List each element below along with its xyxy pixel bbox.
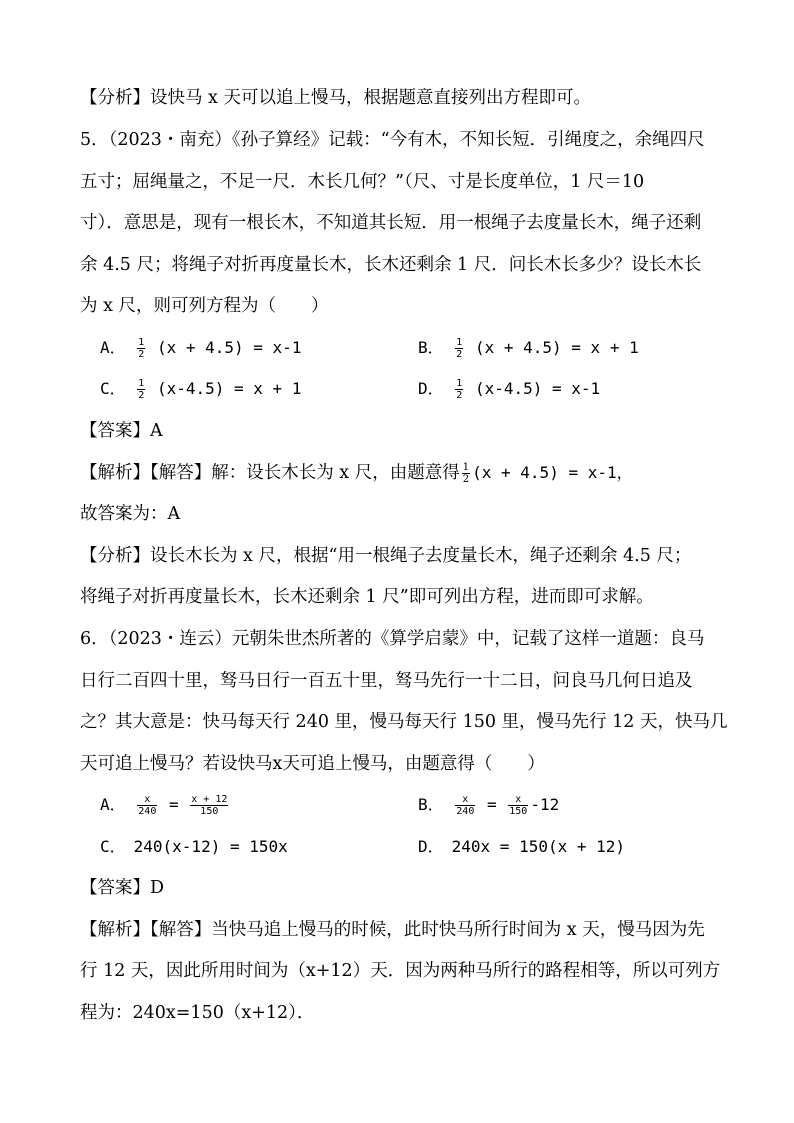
q5-stem-line-4: 余 4.5 尺；将绳子对折再度量长木，长木还剩余 1 尺．问长木长多少？设长木长: [80, 255, 702, 275]
q5-solution-expr: (x + 4.5) = x-1，: [472, 463, 633, 482]
q5-option-d: [418, 377, 600, 401]
q5-option-d-label: D．: [418, 379, 444, 398]
q6-option-a-label: A．: [100, 795, 126, 814]
q6-option-b: [418, 793, 559, 817]
q5-option-a-label: A．: [100, 338, 126, 357]
q6-stem-line-1: 6．（2023・连云）元朝朱世杰所著的《算学启蒙》中，记载了这样一道题：良马: [80, 629, 705, 649]
q5-stem-line-5: 为 x 尺，则可列方程为（ ）: [80, 296, 329, 316]
q6-solution-line-2: 行 12 天，因此所用时间为（x+12）天．因为两种马所行的路程相等，所以可列方: [80, 961, 721, 981]
q6-answer: 【答案】D: [80, 878, 165, 898]
q6-option-a-equals: =: [168, 795, 179, 814]
q6-stem-line-4: 天可追上慢马？若设快马x天可追上慢马，由题意得（ ）: [80, 754, 545, 774]
q6-stem-line-2: 日行二百四十里，驽马日行一百五十里，驽马先行一十二日，问良马几何日追及: [80, 671, 693, 691]
q5-option-d-fraction: $\frac{1}{2}$: [456, 378, 463, 401]
q6-option-b-tail: -12: [530, 795, 560, 814]
q6-solution-line-1: 【解析】【解答】当快马追上慢马的时候，此时快马所行时间为 x 天，慢马因为先: [80, 920, 705, 940]
q6-option-b-label: B．: [418, 795, 444, 814]
q5-option-a-expr: (x + 4.5) = x-1: [156, 338, 302, 357]
q5-option-a-fraction: $\frac{1}{2}$: [138, 337, 145, 360]
q5-stem-line-3: 寸）．意思是，现有一根长木，不知道其长短．用一根绳子去度量长木，绳子还剩: [80, 213, 702, 233]
q6-solution-line-3: 程为：240x=150（x+12）．: [80, 1003, 315, 1023]
q5-option-a: [100, 336, 301, 360]
q5-option-b-label: B．: [418, 338, 444, 357]
q6-stem-line-3: 之？其大意是：快马每天行 240 里，慢马每天行 150 里，慢马先行 12 天，快马几: [80, 712, 728, 732]
q5-analysis-line-1: 【分析】设长木长为 x 尺，根据“用一根绳子去度量长木，绳子还剩余 4.5 尺；: [80, 546, 692, 566]
q6-option-c: C． 240(x-12) = 150x: [100, 837, 288, 856]
q6-option-a-fraction-2: $\frac{x + 12}{150}$: [191, 794, 228, 817]
q5-stem-line-1: 5．（2023・南充）《孙子算经》记载：“今有木，不知长短．引绳度之，余绳四尺: [80, 130, 705, 150]
q5-answer: 【答案】A: [80, 421, 163, 441]
q5-solution: [80, 461, 633, 485]
q5-option-b-expr: (x + 4.5) = x + 1: [474, 338, 639, 357]
q5-stem-line-2: 五寸；屈绳量之，不足一尺．木长几何？”（尺、寸是长度单位，1 尺＝10: [80, 172, 645, 192]
q5-solution-text: 【解析】【解答】解：设长木长为 x 尺，由题意得: [80, 463, 460, 483]
q5-option-c-fraction: $\frac{1}{2}$: [138, 378, 145, 401]
q5-option-d-expr: (x-4.5) = x-1: [474, 379, 601, 398]
q5-option-b: [418, 336, 639, 360]
q5-option-c-label: C．: [100, 379, 126, 398]
q6-option-b-fraction-2: $\frac{x}{150}$: [509, 794, 528, 817]
q6-option-a-fraction-1: $\frac{x}{240}$: [138, 794, 157, 817]
q6-option-a: [100, 793, 230, 817]
q5-option-c: [100, 377, 301, 401]
q5-option-b-fraction: $\frac{1}{2}$: [456, 337, 463, 360]
q5-final-answer: 故答案为：A: [80, 504, 181, 524]
q6-option-b-equals: =: [486, 795, 497, 814]
q6-option-d: D． 240x = 150(x + 12): [418, 837, 626, 856]
q6-option-b-fraction-1: $\frac{x}{240}$: [456, 794, 475, 817]
q5-option-c-expr: (x-4.5) = x + 1: [156, 379, 302, 398]
analysis-q4: 【分析】设快马 x 天可以追上慢马，根据题意直接列出方程即可。: [80, 88, 591, 108]
q5-analysis-line-2: 将绳子对折再度量长木，长木还剩余 1 尺”即可列出方程，进而即可求解。: [80, 587, 654, 607]
q5-solution-fraction: $\frac{1}{2}$: [462, 462, 470, 485]
